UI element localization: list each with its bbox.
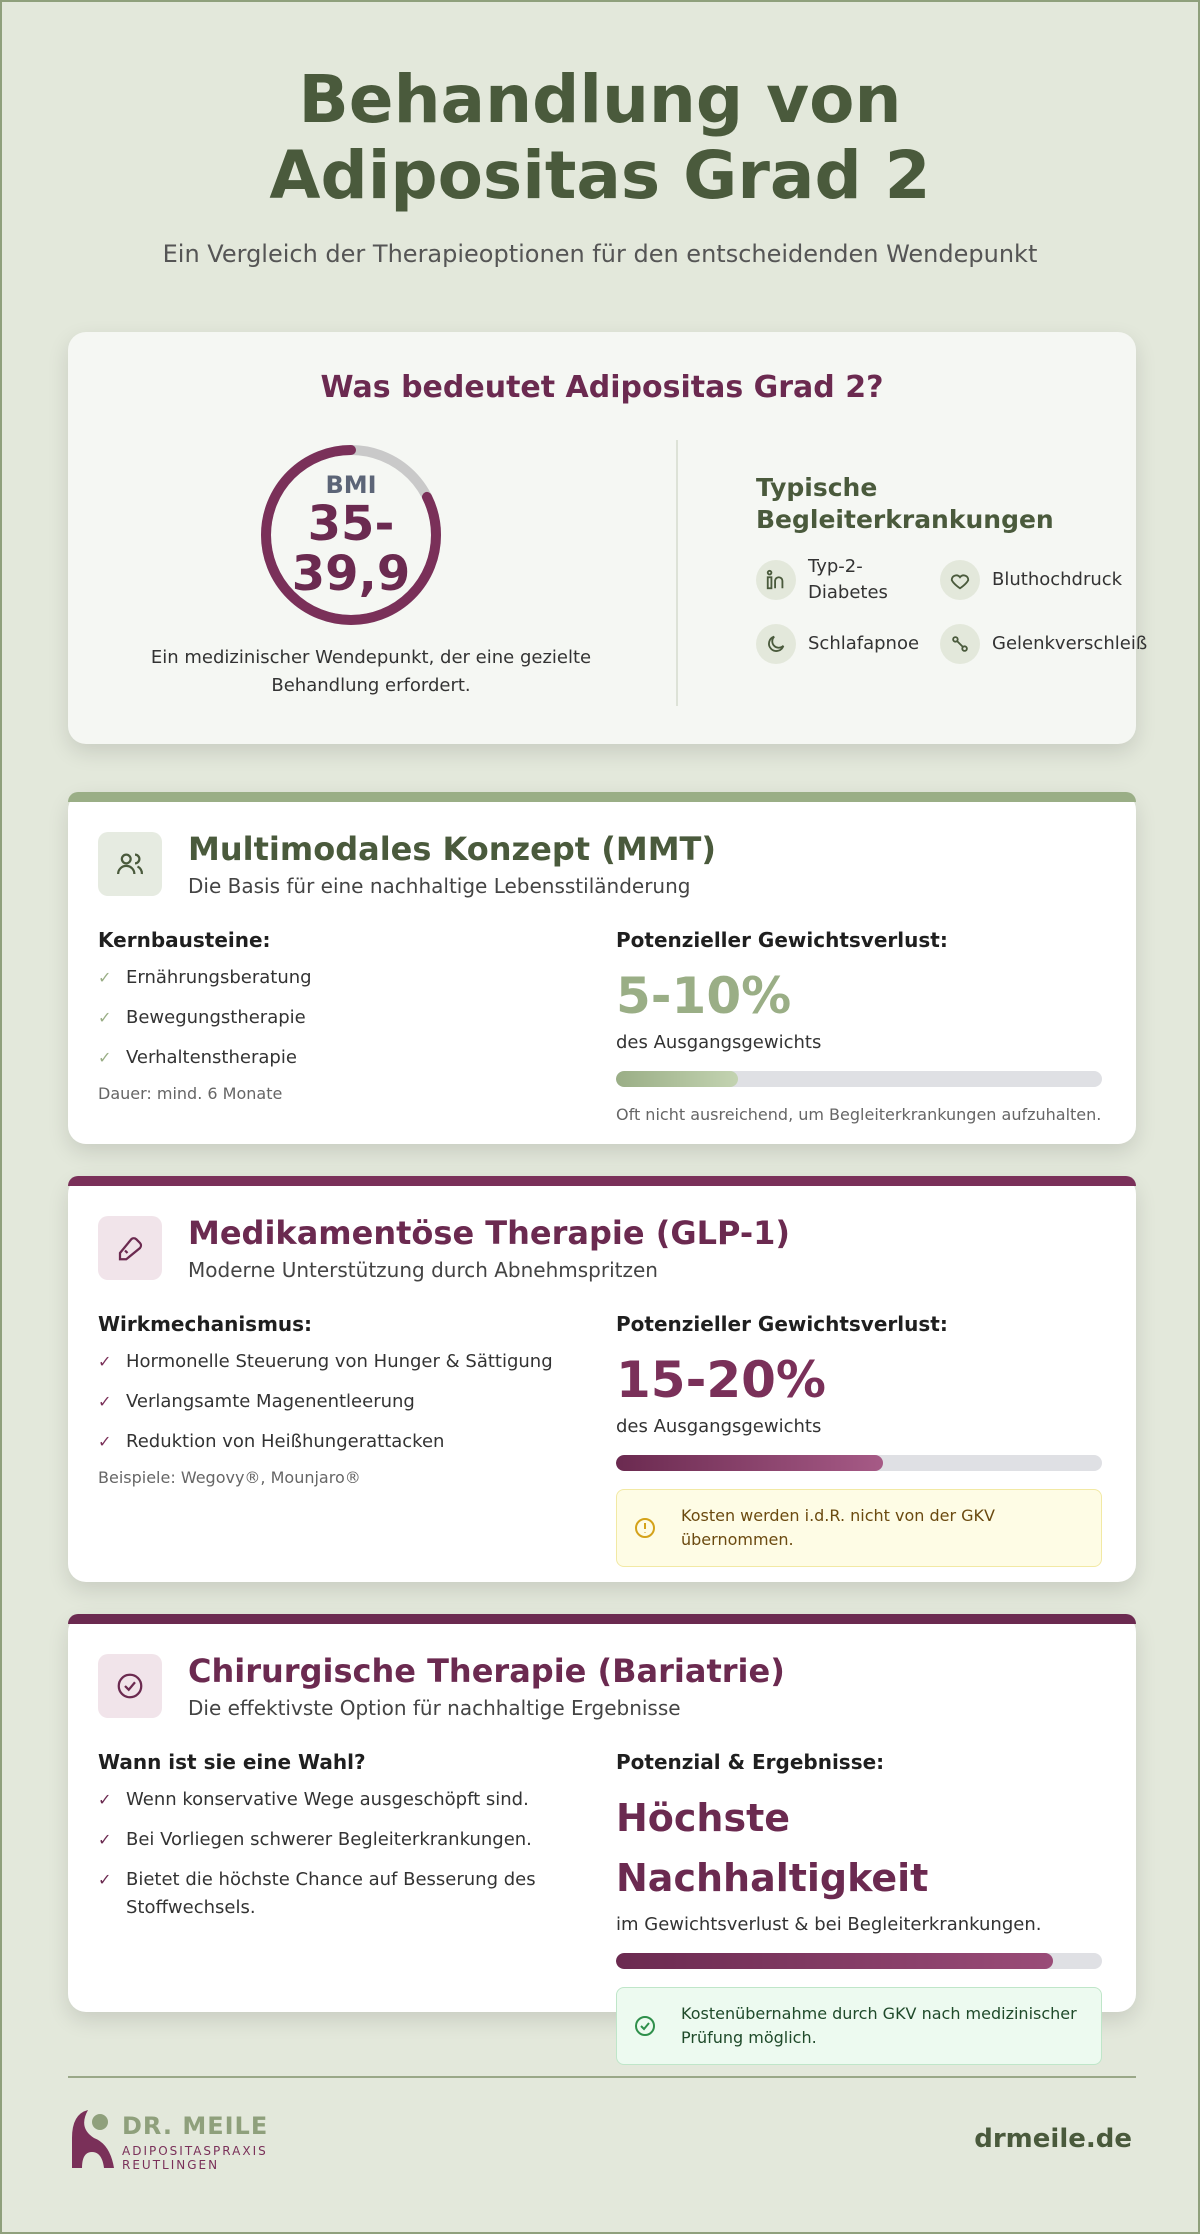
mmt-right-note: Oft nicht ausreichend, um Begleiterkrankungen aufzuhalten. xyxy=(616,1105,1102,1124)
check-icon: ✓ xyxy=(98,1392,112,1411)
comorbidity-joint xyxy=(940,624,1147,664)
comorbidity-label: Gelenkverschleiß xyxy=(992,633,1148,654)
list-item-text: Ernährungsberatung xyxy=(126,967,312,988)
bariatric-title: Chirurgische Therapie (Bariatrie) xyxy=(188,1652,785,1690)
bariatric-value-sub: im Gewichtsverlust & bei Begleiterkrankungen. xyxy=(616,1914,1042,1935)
bmi-display xyxy=(258,442,444,628)
list-item xyxy=(98,1004,598,1032)
check-icon: ✓ xyxy=(98,1008,112,1027)
comorbidity-label: Typ-2-Diabetes xyxy=(808,556,888,603)
mmt-progress-fill xyxy=(616,1071,738,1087)
logo-mark-icon xyxy=(68,2108,118,2170)
list-item-text: Hormonelle Steuerung von Hunger & Sättigung xyxy=(126,1351,553,1372)
page-title: Behandlung von Adipositas Grad 2 xyxy=(269,61,931,214)
logo-sub-line-1: ADIPOSITASPRAXIS xyxy=(122,2144,268,2158)
comorbidity-hypertension xyxy=(940,560,1122,600)
bmi-label: BMI xyxy=(325,471,377,499)
practice-logo xyxy=(68,2108,288,2174)
mmt-components xyxy=(98,928,598,1103)
check-icon: ✓ xyxy=(98,1830,112,1849)
warning-icon xyxy=(633,1516,661,1540)
bariatric-cost-info xyxy=(616,1987,1102,2065)
list-item xyxy=(98,1428,598,1456)
mmt-title: Multimodales Konzept (MMT) xyxy=(188,830,716,868)
mmt-value-sub: des Ausgangsgewichts xyxy=(616,1032,822,1053)
glp1-right-heading: Potenzieller Gewichtsverlust: xyxy=(616,1312,948,1336)
bariatric-results xyxy=(616,1750,1106,2065)
diabetes-icon xyxy=(756,560,796,600)
comorbidity-diabetes xyxy=(756,554,898,606)
mmt-subtitle: Die Basis für eine nachhaltige Lebensstiländerung xyxy=(188,874,691,898)
list-item xyxy=(98,1826,598,1854)
list-item-text: Verhaltenstherapie xyxy=(126,1047,297,1068)
list-item xyxy=(98,964,598,992)
bariatric-progress-fill xyxy=(616,1953,1053,1969)
list-item-text: Bietet die höchste Chance auf Besserung des Stoffwechsels. xyxy=(126,1869,536,1918)
bariatric-progress-track xyxy=(616,1953,1102,1969)
glp1-accent-bar xyxy=(68,1176,1136,1186)
check-icon: ✓ xyxy=(98,1870,112,1889)
glp1-examples-note: Beispiele: Wegovy®, Mounjaro® xyxy=(98,1468,361,1487)
list-item xyxy=(98,1348,598,1376)
bariatric-accent-bar xyxy=(68,1614,1136,1624)
check-circle-icon xyxy=(633,2014,661,2038)
mmt-card xyxy=(68,792,1136,1144)
intro-card xyxy=(68,332,1148,744)
bariatric-indications xyxy=(98,1750,598,1934)
comorbidity-sleep-apnea xyxy=(756,624,919,664)
list-item xyxy=(98,1044,598,1072)
check-icon: ✓ xyxy=(98,968,112,987)
logo-name: DR. MEILE xyxy=(122,2112,269,2140)
glp1-subtitle: Moderne Unterstützung durch Abnehmspritzen xyxy=(188,1258,658,1282)
logo-subtitle xyxy=(122,2144,268,2172)
mmt-progress-track xyxy=(616,1071,1102,1087)
check-icon: ✓ xyxy=(98,1352,112,1371)
mmt-right-heading: Potenzieller Gewichtsverlust: xyxy=(616,928,948,952)
glp1-card xyxy=(68,1176,1136,1582)
list-item-text: Wenn konservative Wege ausgeschöpft sind. xyxy=(126,1789,529,1810)
bmi-value-text: 35- 39,9 xyxy=(291,496,411,602)
moon-icon xyxy=(756,624,796,664)
mmt-left-heading: Kernbausteine: xyxy=(98,928,271,952)
check-icon: ✓ xyxy=(98,1048,112,1067)
heart-icon xyxy=(940,560,980,600)
bariatric-list xyxy=(98,1786,598,1922)
bariatric-value: Höchste Nachhaltigkeit xyxy=(616,1796,929,1900)
bmi-description: Ein medizinischer Wendepunkt, der eine gezielte Behandlung erfordert. xyxy=(150,647,592,696)
hero-header xyxy=(2,2,1198,268)
list-item-text: Bei Vorliegen schwerer Begleiterkrankungen. xyxy=(126,1829,532,1850)
intro-title: Was bedeutet Adipositas Grad 2? xyxy=(320,370,884,405)
mmt-list xyxy=(98,964,598,1072)
intro-divider xyxy=(676,440,678,706)
pill-icon xyxy=(98,1216,162,1280)
footer-divider xyxy=(68,2076,1136,2078)
glp1-value-sub: des Ausgangsgewichts xyxy=(616,1416,822,1437)
users-icon xyxy=(98,832,162,896)
list-item-text: Reduktion von Heißhungerattacken xyxy=(126,1431,445,1452)
list-item xyxy=(98,1388,598,1416)
glp1-progress-fill xyxy=(616,1455,883,1471)
glp1-cost-warning xyxy=(616,1489,1102,1567)
mmt-weight-loss xyxy=(616,928,1106,1124)
comorbidity-label: Bluthochdruck xyxy=(992,569,1123,590)
bariatric-left-heading: Wann ist sie eine Wahl? xyxy=(98,1750,366,1774)
list-item-text: Verlangsamte Magenentleerung xyxy=(126,1391,415,1412)
glp1-list xyxy=(98,1348,598,1456)
website-link[interactable]: drmeile.de xyxy=(974,2124,1132,2154)
logo-sub-line-2: REUTLINGEN xyxy=(122,2158,220,2172)
glp1-title: Medikamentöse Therapie (GLP-1) xyxy=(188,1214,791,1252)
list-item xyxy=(98,1866,598,1922)
comorbidity-label: Schlafapnoe xyxy=(808,633,920,654)
list-item xyxy=(98,1786,598,1814)
bariatric-subtitle: Die effektivste Option für nachhaltige Ergebnisse xyxy=(188,1696,681,1720)
check-icon: ✓ xyxy=(98,1790,112,1809)
bariatric-cost-text: Kostenübernahme durch GKV nach medizinischer Prüfung möglich. xyxy=(681,2004,1077,2047)
page-subtitle: Ein Vergleich der Therapieoptionen für den entscheidenden Wendepunkt xyxy=(162,240,1038,268)
glp1-weight-loss xyxy=(616,1312,1106,1567)
glp1-left-heading: Wirkmechanismus: xyxy=(98,1312,313,1336)
mmt-accent-bar xyxy=(68,792,1136,802)
bariatric-card xyxy=(68,1614,1136,2047)
bariatric-right-heading: Potenzial & Ergebnisse: xyxy=(616,1750,885,1774)
check-circle-icon xyxy=(98,1654,162,1718)
joint-icon xyxy=(940,624,980,664)
list-item-text: Bewegungstherapie xyxy=(126,1007,306,1028)
check-icon: ✓ xyxy=(98,1432,112,1451)
glp1-mechanism xyxy=(98,1312,598,1487)
glp1-cost-text: Kosten werden i.d.R. nicht von der GKV übernommen. xyxy=(681,1506,995,1549)
glp1-progress-track xyxy=(616,1455,1102,1471)
comorbidities-title: Typische Begleiterkrankungen xyxy=(756,473,1054,534)
glp1-value: 15-20% xyxy=(616,1351,827,1409)
mmt-value: 5-10% xyxy=(616,967,792,1025)
bmi-value xyxy=(291,496,411,602)
mmt-duration-note: Dauer: mind. 6 Monate xyxy=(98,1084,283,1103)
